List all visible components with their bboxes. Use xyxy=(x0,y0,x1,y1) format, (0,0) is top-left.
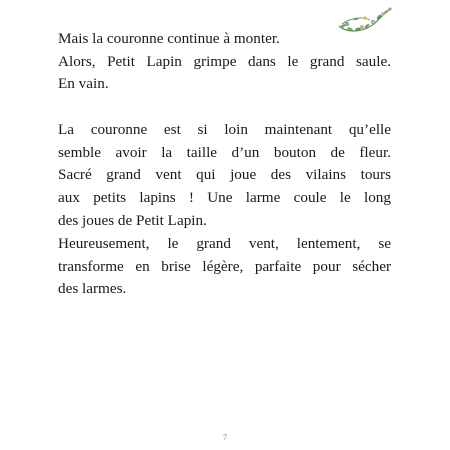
paragraph-2 xyxy=(58,119,391,233)
text-line: Mais la couronne continue à monter. xyxy=(58,30,280,47)
text-line: semble avoir la taille d’un bouton de fleur. xyxy=(58,143,391,161)
text-line: Sacré grand vent qui joue des vilains tours xyxy=(58,166,391,184)
paragraph-3 xyxy=(58,233,391,301)
text-line: Heureusement, le grand vent, lentement, se xyxy=(58,235,391,252)
text-line: transforme en brise légère, parfaite pour sécher xyxy=(58,257,391,275)
text-line: La couronne est si loin maintenant qu’elle xyxy=(58,121,391,138)
page-number: 7 xyxy=(223,433,227,442)
text-line: Alors, Petit Lapin grimpe dans le grand saule. xyxy=(58,52,391,70)
text-line: des larmes. xyxy=(58,280,127,298)
text-line: En vain. xyxy=(58,75,109,93)
text-line: aux petits lapins ! Une larme coule le long xyxy=(58,189,391,207)
text-line: des joues de Petit Lapin. xyxy=(58,211,207,229)
paragraph-1 xyxy=(58,28,391,96)
